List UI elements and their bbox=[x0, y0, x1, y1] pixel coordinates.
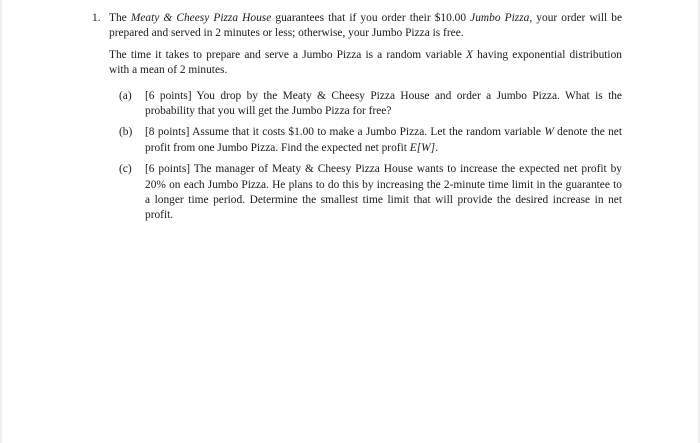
problem-intro bbox=[109, 11, 622, 42]
part-text: The manager of Meaty & Cheesy Pizza House wants to increase the expected net profit by 20% on each Jumbo Pizza. He plans to do this by increasing the 2-minute time limit in the guarantee to a longer time period. Determine the smallest time limit that will provide the desired increase in net profit. bbox=[145, 163, 622, 222]
part-text: . bbox=[435, 141, 438, 154]
part-text: Assume that it costs $1.00 to make a Jumbo Pizza. Let the random variable bbox=[189, 126, 545, 139]
problem-1 bbox=[92, 11, 622, 230]
distribution-text: The time it takes to prepare and serve a Jumbo Pizza is a random variable bbox=[109, 48, 467, 61]
part-c bbox=[119, 162, 622, 224]
part-text: You drop by the Meaty & Cheesy Pizza House and order a Jumbo Pizza. What is the probability that you will get the Jumbo Pizza for free? bbox=[145, 89, 622, 118]
part-b bbox=[119, 125, 622, 156]
intro-text: The bbox=[109, 12, 131, 24]
random-variable-w: W bbox=[544, 126, 554, 139]
problem-parts bbox=[119, 89, 622, 224]
part-a bbox=[119, 89, 622, 120]
random-variable-x: X bbox=[466, 48, 473, 61]
part-label: (c) bbox=[119, 163, 132, 176]
pizza-name: Jumbo Pizza bbox=[470, 12, 530, 24]
part-label: (b) bbox=[119, 126, 133, 139]
intro-text: , your order will be prepared and served in 2 minutes or less; otherwise, your Jumbo Pizza is free. bbox=[109, 12, 622, 40]
points-badge: [8 points] bbox=[145, 126, 190, 139]
points-badge: [6 points] bbox=[145, 89, 192, 102]
part-text: denote the net profit from one Jumbo Pizza. Find the expected net profit bbox=[145, 126, 623, 154]
restaurant-name: Meaty & Cheesy Pizza House bbox=[130, 12, 272, 24]
problem-body bbox=[109, 11, 622, 224]
expected-value: E[W] bbox=[409, 141, 436, 154]
page-edge-left bbox=[0, 0, 3, 443]
distribution-text: having exponential distribution with a mean of 2 minutes. bbox=[109, 48, 622, 77]
problem-distribution bbox=[109, 48, 622, 79]
part-label: (a) bbox=[119, 89, 132, 102]
problem-number: 1. bbox=[92, 12, 101, 24]
points-badge: [6 points] bbox=[145, 163, 191, 176]
intro-text: guarantees that if you order their $10.00 bbox=[271, 12, 471, 24]
